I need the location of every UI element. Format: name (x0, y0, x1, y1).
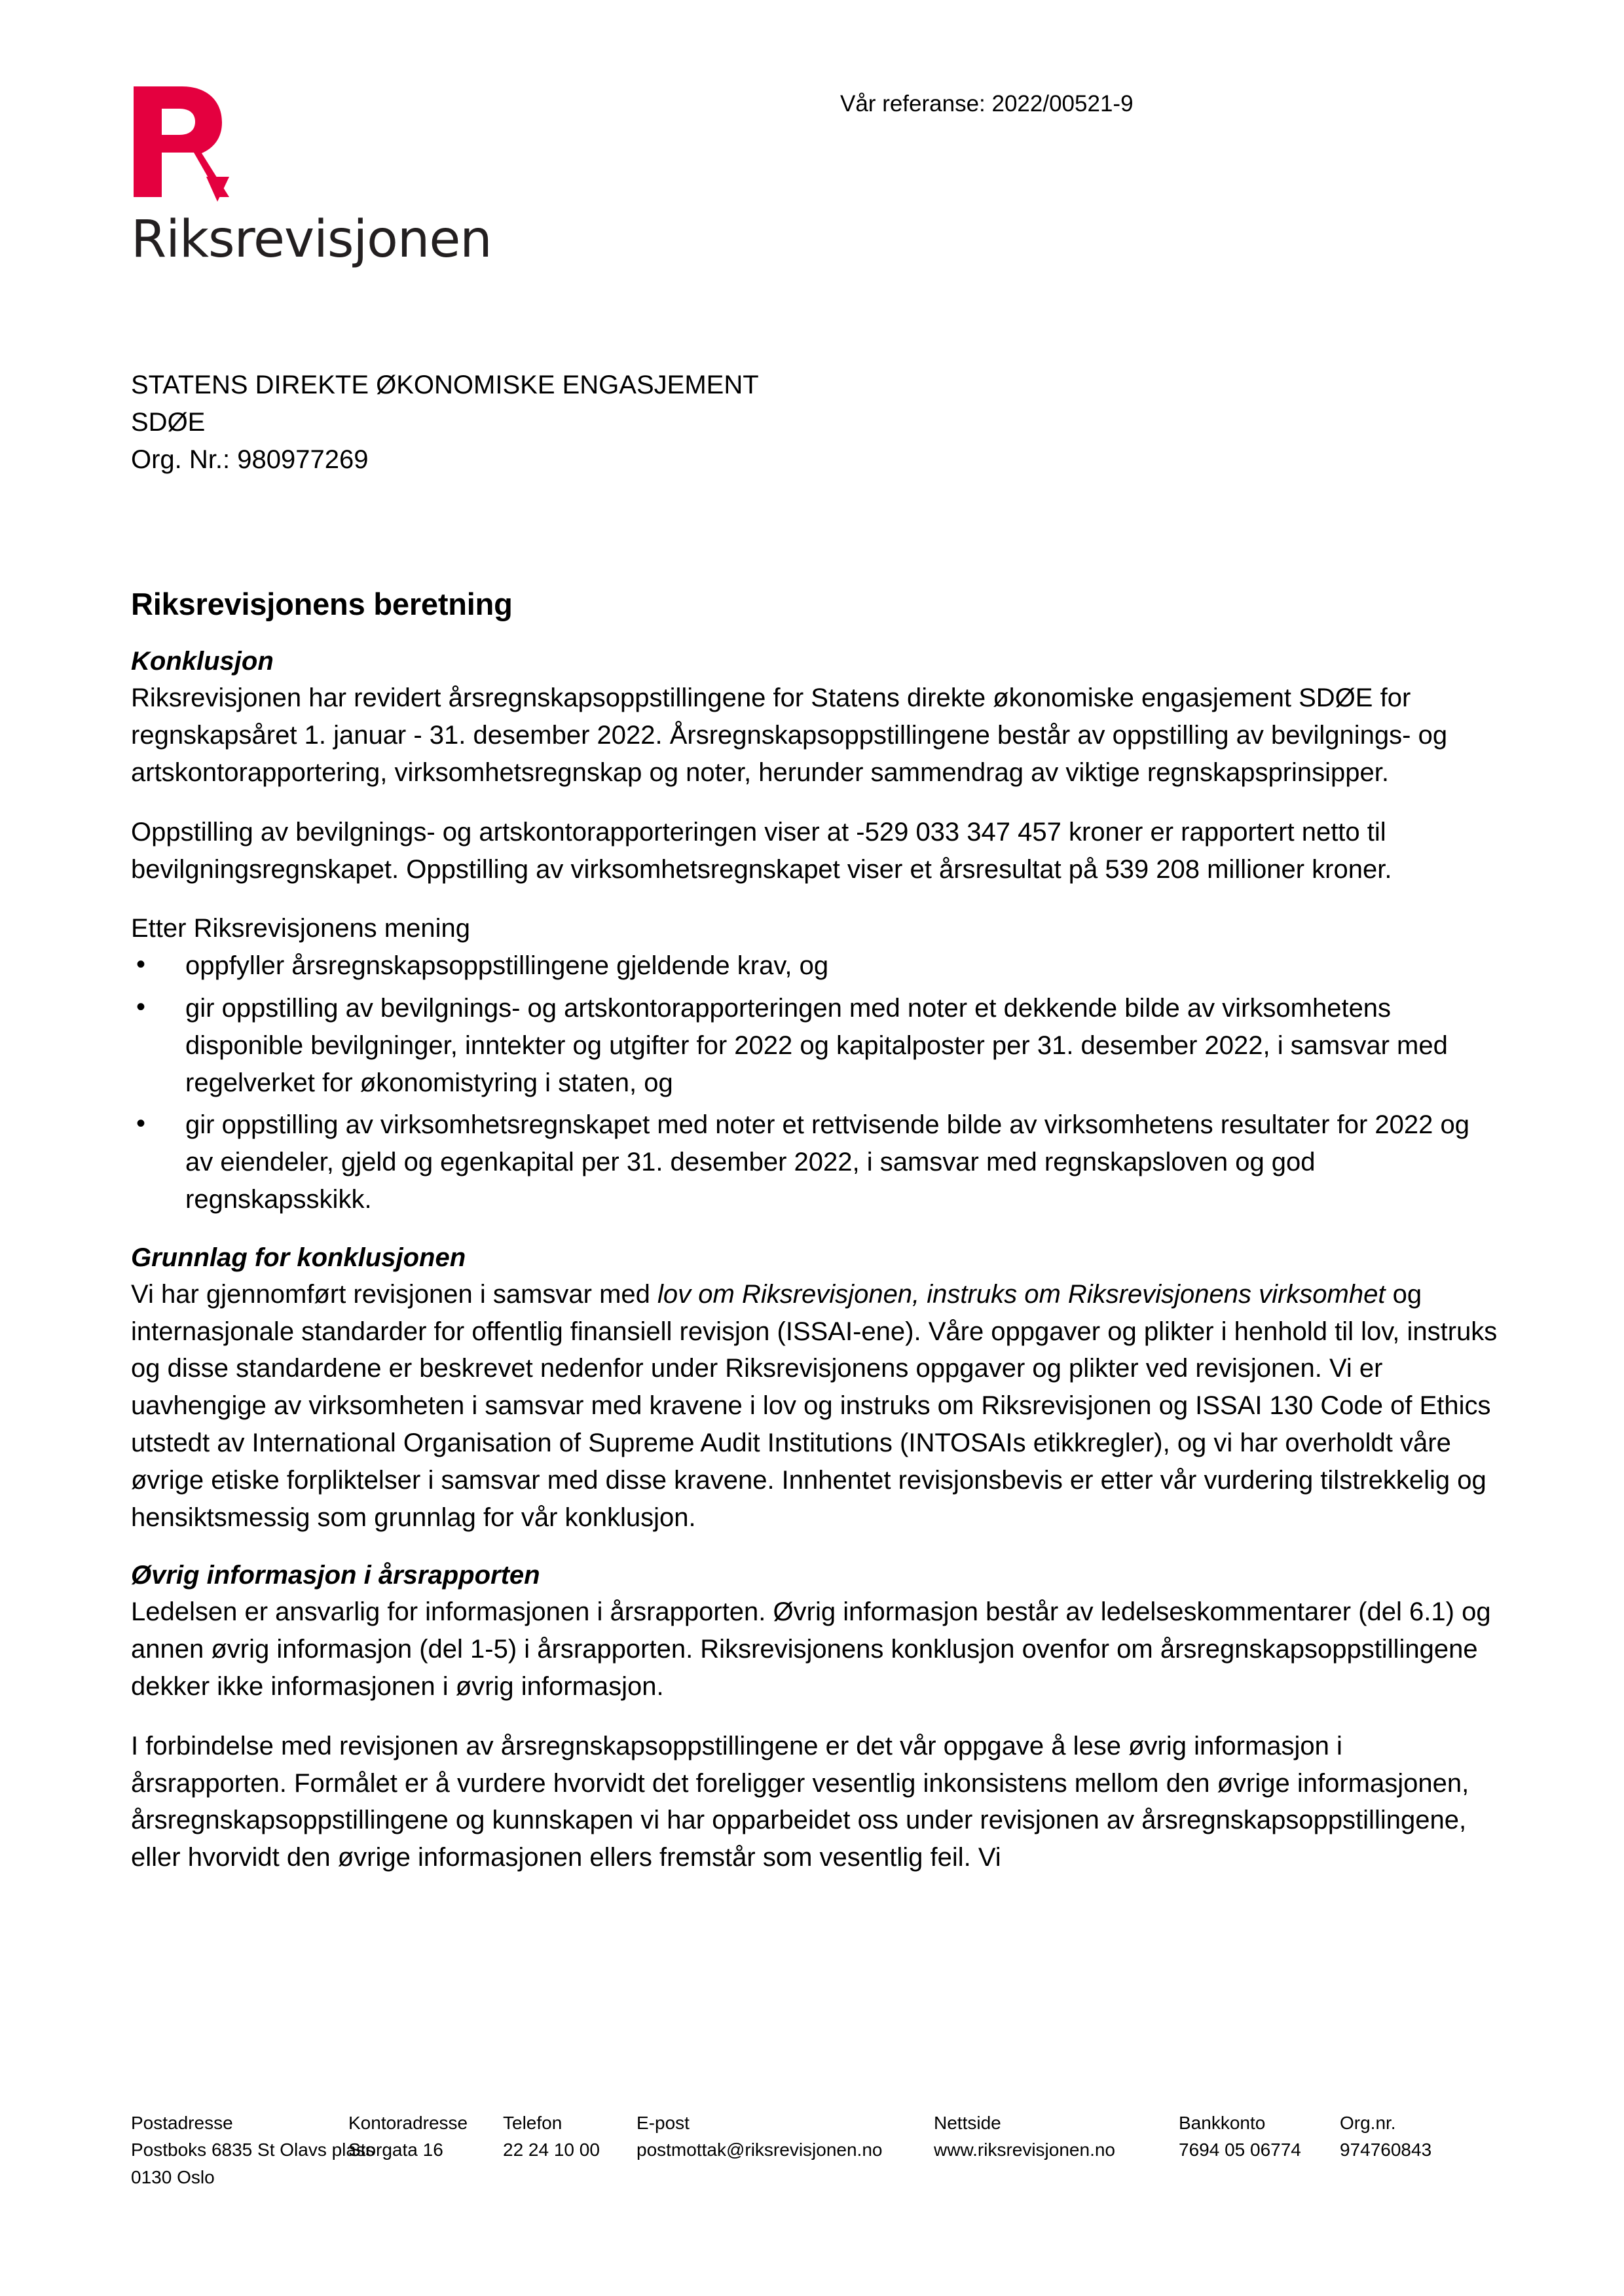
footer-column-kontoradresse (348, 2109, 494, 2164)
recipient-org-number: Org. Nr.: 980977269 (131, 445, 369, 474)
list-item: • oppfyller årsregnskapsoppstillingene gjeldende krav, og (131, 947, 1498, 985)
footer-label: Kontoradresse (348, 2113, 468, 2133)
footer-column-postadresse (131, 2109, 375, 2191)
section-heading-konklusjon: Konklusjon (131, 647, 274, 676)
footer-column-telefon (503, 2109, 627, 2164)
konklusjon-bullet-list (131, 947, 1498, 1218)
footer-value: 974760843 (1340, 2140, 1432, 2160)
grunnlag-paragraph-1 (131, 1276, 1498, 1537)
section-heading-grunnlag: Grunnlag for konklusjonen (131, 1243, 466, 1272)
footer-label: Bankkonto (1179, 2113, 1266, 2133)
page-title: Riksrevisjonens beretning (131, 587, 513, 621)
footer-column-orgnr (1340, 2109, 1471, 2164)
section-heading-ovrig-informasjon: Øvrig informasjon i årsrapporten (131, 1561, 540, 1590)
list-item: • gir oppstilling av virksomhetsregnskapet med noter et rettvisende bilde av virksomhetens resultater for 2022 og av eiendeler, gjeld og egenkapital per 31. desember 2022, i samsvar med regnskapsloven og god regnskapsskikk. (131, 1106, 1498, 1218)
recipient-block (131, 367, 759, 478)
document-header (0, 0, 1624, 308)
konklusjon-paragraph-3: Etter Riksrevisjonens mening (131, 914, 470, 943)
logo-r-mark-icon (131, 85, 242, 206)
riksrevisjonen-logo (131, 85, 589, 269)
document-body (131, 586, 1498, 1899)
ovrig-paragraph-2: I forbindelse med revisjonen av årsregnskapsoppstillingene er det vår oppgave å lese øvrig informasjon i årsrapporten. Formålet er å vurdere hvorvidt det foreligger vesentlig inkonsistens mellom den øvrige informasjonen, årsregnskapsoppstillingene og kunnskapen vi har opparbeidet oss under revisjonen av årsregnskapsoppstillingene, eller hvorvidt den øvrige informasjonen ellers fremstår som vesentlig feil. Vi (131, 1731, 1469, 1872)
footer-label: Telefon (503, 2113, 563, 2133)
grunnlag-law-reference: lov om Riksrevisjonen, instruks om Riksrevisjonens virksomhet (657, 1279, 1386, 1309)
grunnlag-text-after: og internasjonale standarder for offentlig finansiell revisjon (ISSAI-ene). Våre oppgaver og plikter i henhold til lov, instruks og disse standardene er beskrevet nedenfor under Riksrevisjonens oppgaver og plikter ved revisjonen. Vi er uavhengige av virksomheten i samsvar med kravene i lov og instruks om Riksrevisjonen og ISSAI 130 Code of Ethics utstedt av International Organisation of Supreme Audit Institutions (INTOSAIs etikkregler), og vi har overholdt våre øvrige etiske forpliktelser i samsvar med disse kravene. Innhentet revisjonsbevis er etter vår vurdering tilstrekkelig og hensiktsmessig som grunnlag for vår konklusjon. (131, 1279, 1498, 1532)
document-footer (131, 2109, 1519, 2191)
ovrig-paragraph-1: Ledelsen er ansvarlig for informasjonen i årsrapporten. Øvrig informasjon består av ledelseskommentarer (del 6.1) og annen øvrig informasjon (del 1-5) i årsrapporten. Riksrevisjonens konklusjon ovenfor om årsregnskapsoppstillingene dekker ikke informasjonen i øvrig informasjon. (131, 1597, 1491, 1701)
grunnlag-text-before: Vi har gjennomført revisjonen i samsvar med (131, 1279, 658, 1309)
footer-website-value[interactable]: www.riksrevisjonen.no (934, 2140, 1115, 2160)
footer-value: Postboks 6835 St Olavs plass (131, 2140, 375, 2160)
konklusjon-paragraph-1: Riksrevisjonen har revidert årsregnskapsoppstillingene for Statens direkte økonomiske engasjement SDØE for regnskapsåret 1. januar - 31. desember 2022. Årsregnskapsoppstillingene består av oppstilling av bevilgnings- og artskontorapportering, virksomhetsregnskap og noter, herunder sammendrag av viktige regnskapsprinsipper. (131, 683, 1448, 787)
our-reference: Vår referanse: 2022/00521-9 (840, 91, 1134, 117)
footer-column-bankkonto (1179, 2109, 1331, 2164)
footer-value: Storgata 16 (348, 2140, 443, 2160)
recipient-short-name: SDØE (131, 407, 206, 437)
footer-value: 7694 05 06774 (1179, 2140, 1301, 2160)
footer-contact-grid (131, 2109, 1519, 2191)
footer-value-secondary: 0130 Oslo (131, 2166, 215, 2187)
recipient-name: STATENS DIREKTE ØKONOMISKE ENGASJEMENT (131, 371, 759, 399)
footer-column-nettside (934, 2109, 1170, 2164)
list-item: • gir oppstilling av bevilgnings- og artskontorapporteringen med noter et dekkende bilde av virksomhetens disponible bevilgninger, inntekter og utgifter for 2022 og kapitalposter per 31. desember 2022, i samsvar med regelverket for økonomistyring i staten, og (131, 990, 1498, 1101)
logo-wordmark: Riksrevisjonen (131, 210, 492, 269)
footer-label: Org.nr. (1340, 2113, 1396, 2133)
konklusjon-paragraph-2: Oppstilling av bevilgnings- og artskontorapporteringen viser at -529 033 347 457 kroner er rapportert netto til bevilgningsregnskapet. Oppstilling av virksomhetsregnskapet viser et årsresultat på 539 208 millioner kroner. (131, 817, 1392, 884)
footer-label: E-post (637, 2113, 690, 2133)
footer-value: 22 24 10 00 (503, 2140, 600, 2160)
footer-column-epost (637, 2109, 925, 2164)
footer-label: Postadresse (131, 2113, 233, 2133)
footer-email-value[interactable]: postmottak@riksrevisjonen.no (637, 2140, 883, 2160)
footer-label: Nettside (934, 2113, 1001, 2133)
